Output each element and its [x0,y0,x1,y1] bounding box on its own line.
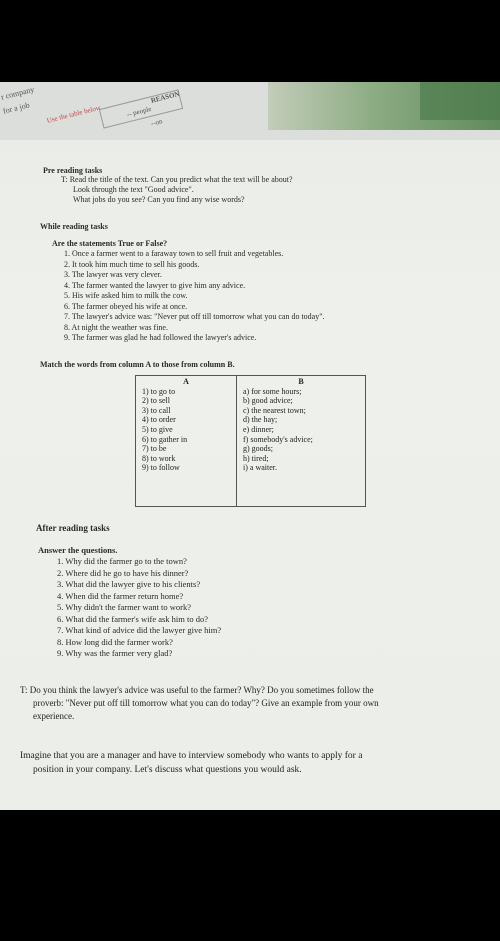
after-reading-title: After reading tasks [36,523,110,533]
prev-line-1: r company [0,84,36,102]
col-a-item: 3) to call [142,405,171,415]
col-b-item: d) the hay; [243,415,278,425]
statement-4: 4. The farmer wanted the lawyer to give him any advice. [64,280,246,290]
discussion-line-3: experience. [33,711,75,721]
col-b-item: a) for some hours; [243,386,302,396]
prev-people: -- people [126,104,153,119]
pre-reading-line-3: What jobs do you see? Can you find any wise words? [73,195,245,204]
match-table [135,375,366,507]
statement-5: 5. His wife asked him to milk the cow. [64,291,188,300]
question-4: 4. When did the farmer return home? [57,590,184,601]
column-a-header: A [183,377,189,386]
statement-9: 9. The farmer was glad he had followed the lawyer's advice. [64,333,257,342]
question-1: 1. Why did the farmer go to the town? [57,556,187,566]
col-a-item: 2) to sell [142,396,170,406]
previous-page-fragment [0,84,240,128]
statement-3: 3. The lawyer was very clever. [64,270,162,279]
col-a-item: 6) to gather in [142,434,188,444]
col-b-item: g) goods; [243,444,273,454]
prev-line-2: for a job [2,100,31,116]
match-title: Match the words from column A to those from column B. [40,360,235,369]
col-a-item: 5) to give [142,424,173,434]
statement-6: 6. The farmer obeyed his wife at once. [64,301,188,311]
true-false-subtitle: Are the statements True or False? [52,239,168,248]
col-b-item: i) a waiter. [243,463,277,473]
col-a-item: 4) to order [142,415,176,425]
question-9: 9. Why was the farmer very glad? [57,648,173,658]
question-8: 8. How long did the farmer work? [57,636,173,647]
statement-1: 1. Once a farmer went to a faraway town to sell fruit and vegetables. [64,249,284,258]
col-a-item: 9) to follow [142,463,180,473]
question-2: 2. Where did he go to have his dinner? [57,567,189,578]
discussion-line-2: proverb: "Never put off till tomorrow what you can do today"? Give an example from your own [33,698,379,708]
col-a-item: 1) to go to [142,386,176,396]
col-b-item: b) good advice; [243,396,293,406]
col-b-item: e) dinner; [243,424,274,434]
manager-task-line-1: Imagine that you are a manager and have to interview somebody who wants to apply for a [20,751,363,761]
answer-subtitle: Answer the questions. [38,545,118,555]
statement-2: 2. It took him much time to sell his goods. [64,259,200,269]
col-b-item: f) somebody's advice; [243,434,313,444]
statement-7: 7. The lawyer's advice was: "Never put off till tomorrow what you can do today". [64,312,325,321]
while-reading-title: While reading tasks [40,222,108,231]
discussion-line-1: T: Do you think the lawyer's advice was useful to the farmer? Why? Do you sometimes follow the [20,685,374,695]
manager-task-line-2: position in your company. Let's discuss what questions you would ask. [33,765,302,775]
col-b-item: h) tired; [243,453,269,463]
prev-reason: REASON [150,89,181,105]
column-a [136,376,237,507]
column-b-header: B [298,377,304,386]
prev-instruction: Use the table below [46,103,102,125]
question-7: 7. What kind of advice did the lawyer give him? [57,625,222,635]
col-a-item: 7) to be [142,444,167,454]
question-6: 6. What did the farmer's wife ask him to do? [57,613,209,624]
pre-reading-title: Pre reading tasks [43,166,103,175]
pre-reading-line-2: Look through the text "Good advice". [73,185,194,194]
column-b [237,376,366,507]
pre-reading-line-1: T: Read the title of the text. Can you predict what the text will be about? [61,175,293,184]
question-5: 5. Why didn't the farmer want to work? [57,602,192,612]
col-a-item: 8) to work [142,453,176,463]
prev-partial: --on [150,117,164,128]
question-3: 3. What did the lawyer give to his clients? [57,579,201,589]
green-object-shadow [420,82,500,120]
statement-8: 8. At night the weather was fine. [64,322,168,332]
col-b-item: c) the nearest town; [243,405,306,415]
